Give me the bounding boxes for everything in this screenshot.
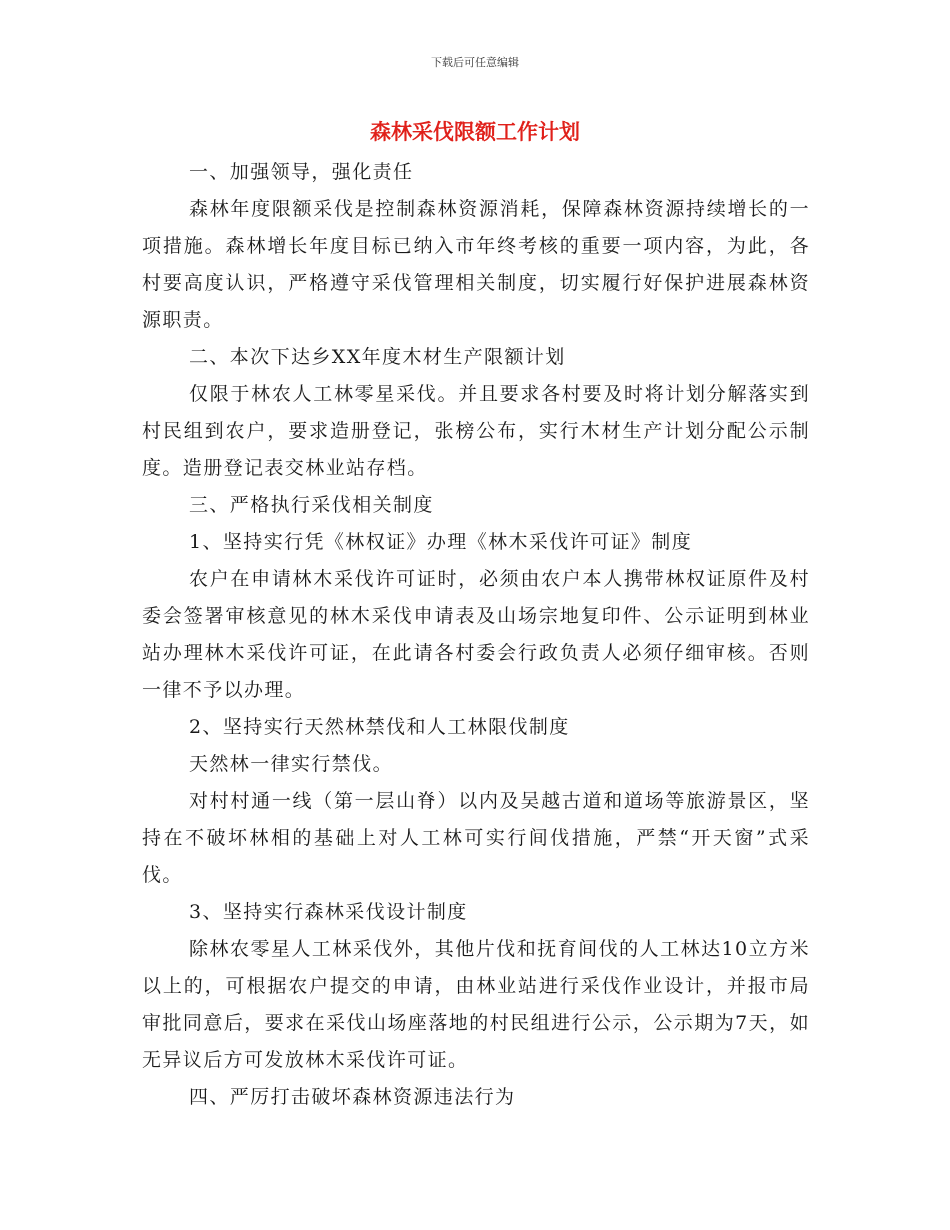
page-header-note: 下载后可任意编辑 — [431, 56, 519, 69]
subheading-3-3: 3、坚持实行森林采伐设计制度 — [189, 901, 468, 923]
section-heading-3: 三、严格执行采伐相关制度 — [189, 494, 434, 516]
paragraph-3-2b: 对村村通一线（第一层山脊）以内及吴越古道和道场等旅游景区，坚持在不破坏林相的基础上对人工林可实行间伐措施，严禁“开天窗”式采伐。 — [142, 790, 810, 886]
section-heading-4: 四、严厉打击破坏森林资源违法行为 — [189, 1086, 516, 1108]
paragraph-3-1: 农户在申请林木采伐许可证时，必须由农户本人携带林权证原件及村委会签署审核意见的林木采伐申请表及山场宗地复印件、公示证明到林业站办理林木采伐许可证，在此请各村委会行政负责人必须仔细审核。否则一律不予以办理。 — [142, 568, 810, 701]
paragraph-1: 森林年度限额采伐是控制森林资源消耗，保障森林资源持续增长的一项措施。森林增长年度目标已纳入市年终考核的重要一项内容，为此，各村要高度认识，严格遵守采伐管理相关制度，切实履行好保护进展森林资源职责。 — [142, 198, 810, 331]
paragraph-3-2a: 天然林一律实行禁伐。 — [189, 753, 394, 775]
paragraph-2: 仅限于林农人工林零星采伐。并且要求各村要及时将计划分解落实到村民组到农户，要求造册登记，张榜公布，实行木材生产计划分配公示制度。造册登记表交林业站存档。 — [142, 383, 810, 479]
subheading-3-1: 1、坚持实行凭《林权证》办理《林木采伐许可证》制度 — [189, 531, 693, 553]
section-heading-1: 一、加强领导，强化责任 — [189, 161, 414, 183]
document-title: 森林采伐限额工作计划 — [370, 120, 580, 144]
paragraph-3-3: 除林农零星人工林采伐外，其他片伐和抚育间伐的人工林达10立方米以上的，可根据农户提交的申请，由林业站进行采伐作业设计，并报市局审批同意后，要求在采伐山场座落地的村民组进行公示，公示期为7天，如无异议后方可发放林木采伐许可证。 — [142, 938, 810, 1071]
section-heading-2: 二、本次下达乡XX年度木材生产限额计划 — [189, 346, 566, 368]
subheading-3-2: 2、坚持实行天然林禁伐和人工林限伐制度 — [189, 716, 570, 738]
document-body — [142, 154, 810, 1116]
